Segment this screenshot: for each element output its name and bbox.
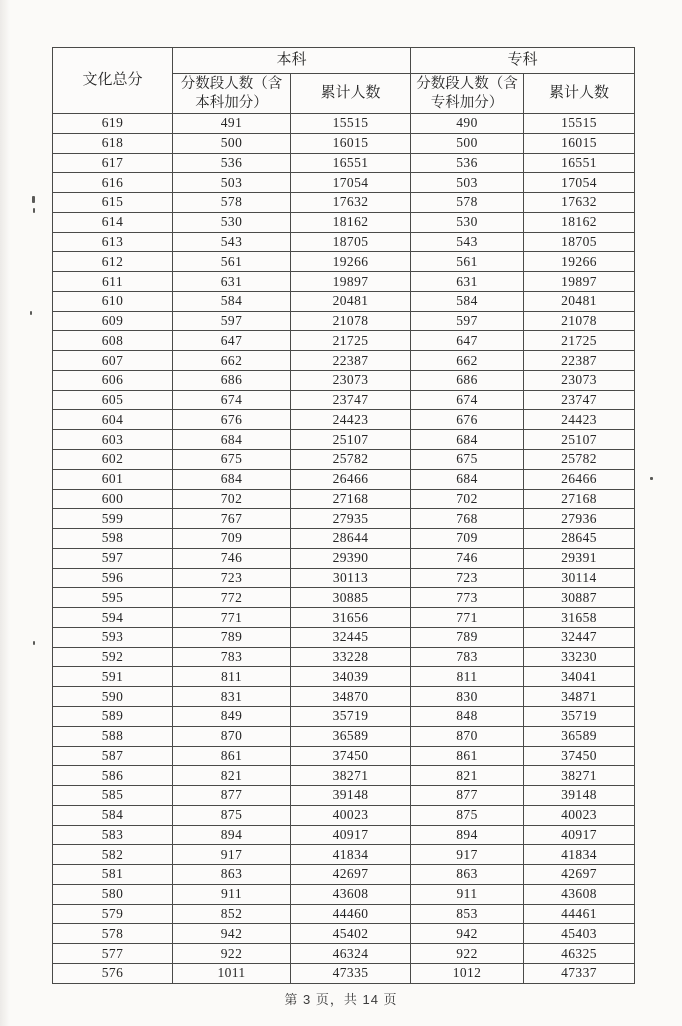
- table-cell: 588: [53, 726, 173, 746]
- table-cell: 18162: [524, 212, 635, 232]
- table-cell: 38271: [291, 766, 411, 786]
- table-cell: 490: [411, 114, 524, 134]
- table-cell: 584: [411, 291, 524, 311]
- table-cell: 598: [53, 529, 173, 549]
- table-cell: 41834: [524, 845, 635, 865]
- table-row: [53, 133, 635, 153]
- header-benke-cumulative: 累计人数: [291, 74, 411, 114]
- table-cell: 40023: [291, 805, 411, 825]
- table-cell: 592: [53, 647, 173, 667]
- header-group-row: [53, 48, 635, 74]
- table-cell: 18162: [291, 212, 411, 232]
- table-row: [53, 153, 635, 173]
- table-cell: 599: [53, 509, 173, 529]
- table-cell: 32447: [524, 627, 635, 647]
- table-cell: 536: [173, 153, 291, 173]
- table-row: [53, 331, 635, 351]
- table-row: [53, 746, 635, 766]
- table-row: [53, 509, 635, 529]
- table-cell: 811: [411, 667, 524, 687]
- table-cell: 593: [53, 627, 173, 647]
- table-cell: 34870: [291, 687, 411, 707]
- table-cell: 503: [411, 173, 524, 193]
- table-cell: 19897: [524, 272, 635, 292]
- table-cell: 608: [53, 331, 173, 351]
- table-cell: 530: [173, 212, 291, 232]
- table-row: [53, 588, 635, 608]
- table-row: [53, 706, 635, 726]
- table-cell: 41834: [291, 845, 411, 865]
- table-cell: 500: [411, 133, 524, 153]
- table-cell: 583: [53, 825, 173, 845]
- table-cell: 674: [411, 390, 524, 410]
- table-cell: 917: [173, 845, 291, 865]
- table-row: [53, 845, 635, 865]
- scan-speck: [30, 311, 32, 315]
- table-cell: 597: [173, 311, 291, 331]
- table-cell: 36589: [291, 726, 411, 746]
- table-cell: 594: [53, 608, 173, 628]
- table-cell: 863: [411, 865, 524, 885]
- table-cell: 604: [53, 410, 173, 430]
- table-cell: 530: [411, 212, 524, 232]
- table-cell: 596: [53, 568, 173, 588]
- table-cell: 723: [411, 568, 524, 588]
- table-cell: 15515: [291, 114, 411, 134]
- table-row: [53, 252, 635, 272]
- table-cell: 1012: [411, 963, 524, 983]
- table-cell: 917: [411, 845, 524, 865]
- table-cell: 870: [411, 726, 524, 746]
- table-cell: 30885: [291, 588, 411, 608]
- table-cell: 831: [173, 687, 291, 707]
- table-cell: 631: [411, 272, 524, 292]
- table-cell: 25782: [291, 450, 411, 470]
- table-cell: 45402: [291, 924, 411, 944]
- header-zhuanke-cumulative: 累计人数: [524, 74, 635, 114]
- table-cell: 15515: [524, 114, 635, 134]
- table-cell: 709: [411, 529, 524, 549]
- table-cell: 43608: [524, 884, 635, 904]
- table-row: [53, 944, 635, 964]
- scan-speck: [33, 208, 35, 213]
- table-cell: 662: [411, 351, 524, 371]
- table-cell: 616: [53, 173, 173, 193]
- table-cell: 33230: [524, 647, 635, 667]
- table-cell: 23073: [524, 370, 635, 390]
- table-cell: 17054: [524, 173, 635, 193]
- table-cell: 597: [53, 548, 173, 568]
- table-row: [53, 450, 635, 470]
- table-cell: 23747: [291, 390, 411, 410]
- table-cell: 894: [411, 825, 524, 845]
- table-row: [53, 390, 635, 410]
- table-row: [53, 173, 635, 193]
- table-cell: 709: [173, 529, 291, 549]
- table-row: [53, 805, 635, 825]
- table-cell: 684: [173, 469, 291, 489]
- table-cell: 33228: [291, 647, 411, 667]
- table-cell: 21725: [291, 331, 411, 351]
- table-cell: 746: [411, 548, 524, 568]
- table-cell: 662: [173, 351, 291, 371]
- table-row: [53, 568, 635, 588]
- table-row: [53, 924, 635, 944]
- table-cell: 503: [173, 173, 291, 193]
- table-cell: 821: [411, 766, 524, 786]
- table-cell: 45403: [524, 924, 635, 944]
- table-cell: 684: [411, 469, 524, 489]
- table-cell: 612: [53, 252, 173, 272]
- table-cell: 861: [411, 746, 524, 766]
- table-cell: 619: [53, 114, 173, 134]
- score-table-body: [53, 114, 635, 984]
- table-cell: 613: [53, 232, 173, 252]
- table-row: [53, 825, 635, 845]
- table-cell: 591: [53, 667, 173, 687]
- table-cell: 29390: [291, 548, 411, 568]
- table-cell: 19897: [291, 272, 411, 292]
- table-cell: 18705: [524, 232, 635, 252]
- table-cell: 578: [411, 193, 524, 213]
- table-cell: 617: [53, 153, 173, 173]
- table-cell: 21078: [524, 311, 635, 331]
- table-cell: 21725: [524, 331, 635, 351]
- table-row: [53, 904, 635, 924]
- table-cell: 16551: [291, 153, 411, 173]
- table-row: [53, 865, 635, 885]
- table-cell: 601: [53, 469, 173, 489]
- table-cell: 561: [173, 252, 291, 272]
- table-cell: 30114: [524, 568, 635, 588]
- table-cell: 576: [53, 963, 173, 983]
- table-row: [53, 884, 635, 904]
- table-cell: 25107: [524, 430, 635, 450]
- scan-speck: [32, 196, 35, 203]
- table-cell: 768: [411, 509, 524, 529]
- table-row: [53, 647, 635, 667]
- table-cell: 771: [411, 608, 524, 628]
- table-cell: 26466: [524, 469, 635, 489]
- table-cell: 46324: [291, 944, 411, 964]
- table-row: [53, 291, 635, 311]
- table-cell: 543: [173, 232, 291, 252]
- table-cell: 848: [411, 706, 524, 726]
- table-cell: 47335: [291, 963, 411, 983]
- table-cell: 35719: [524, 706, 635, 726]
- header-benke-segment: 分数段人数（含本科加分）: [173, 74, 291, 114]
- table-row: [53, 548, 635, 568]
- table-cell: 811: [173, 667, 291, 687]
- table-cell: 34041: [524, 667, 635, 687]
- table-cell: 863: [173, 865, 291, 885]
- table-cell: 40917: [524, 825, 635, 845]
- table-cell: 44460: [291, 904, 411, 924]
- table-cell: 767: [173, 509, 291, 529]
- table-cell: 607: [53, 351, 173, 371]
- table-cell: 24423: [291, 410, 411, 430]
- table-cell: 17054: [291, 173, 411, 193]
- table-row: [53, 687, 635, 707]
- table-row: [53, 667, 635, 687]
- table-cell: 584: [173, 291, 291, 311]
- table-cell: 772: [173, 588, 291, 608]
- table-cell: 852: [173, 904, 291, 924]
- table-cell: 16015: [524, 133, 635, 153]
- table-cell: 42697: [524, 865, 635, 885]
- table-cell: 676: [173, 410, 291, 430]
- table-cell: 581: [53, 865, 173, 885]
- table-cell: 849: [173, 706, 291, 726]
- table-cell: 586: [53, 766, 173, 786]
- header-total-score: 文化总分: [53, 48, 173, 114]
- table-cell: 686: [411, 370, 524, 390]
- table-cell: 34871: [524, 687, 635, 707]
- table-cell: 500: [173, 133, 291, 153]
- table-cell: 19266: [524, 252, 635, 272]
- table-cell: 25107: [291, 430, 411, 450]
- header-group-zhuanke: 专科: [411, 48, 635, 74]
- table-cell: 861: [173, 746, 291, 766]
- table-row: [53, 766, 635, 786]
- table-cell: 614: [53, 212, 173, 232]
- table-cell: 875: [173, 805, 291, 825]
- table-row: [53, 370, 635, 390]
- table-cell: 870: [173, 726, 291, 746]
- table-cell: 18705: [291, 232, 411, 252]
- table-row: [53, 529, 635, 549]
- table-cell: 589: [53, 706, 173, 726]
- table-cell: 22387: [291, 351, 411, 371]
- table-cell: 587: [53, 746, 173, 766]
- table-cell: 631: [173, 272, 291, 292]
- table-cell: 24423: [524, 410, 635, 430]
- table-cell: 675: [411, 450, 524, 470]
- table-cell: 605: [53, 390, 173, 410]
- table-cell: 922: [173, 944, 291, 964]
- table-cell: 28645: [524, 529, 635, 549]
- table-cell: 595: [53, 588, 173, 608]
- table-cell: 942: [173, 924, 291, 944]
- table-cell: 723: [173, 568, 291, 588]
- table-cell: 615: [53, 193, 173, 213]
- table-cell: 32445: [291, 627, 411, 647]
- table-row: [53, 608, 635, 628]
- table-cell: 610: [53, 291, 173, 311]
- table-cell: 675: [173, 450, 291, 470]
- table-cell: 603: [53, 430, 173, 450]
- table-cell: 43608: [291, 884, 411, 904]
- scan-speck: [650, 477, 653, 480]
- table-cell: 40917: [291, 825, 411, 845]
- table-row: [53, 726, 635, 746]
- table-row: [53, 469, 635, 489]
- table-cell: 609: [53, 311, 173, 331]
- table-cell: 597: [411, 311, 524, 331]
- table-cell: 606: [53, 370, 173, 390]
- table-cell: 19266: [291, 252, 411, 272]
- table-row: [53, 410, 635, 430]
- table-cell: 23073: [291, 370, 411, 390]
- table-cell: 590: [53, 687, 173, 707]
- table-cell: 853: [411, 904, 524, 924]
- table-cell: 585: [53, 786, 173, 806]
- table-cell: 911: [173, 884, 291, 904]
- table-cell: 47337: [524, 963, 635, 983]
- table-cell: 783: [411, 647, 524, 667]
- table-row: [53, 272, 635, 292]
- table-cell: 746: [173, 548, 291, 568]
- table-row: [53, 212, 635, 232]
- table-row: [53, 351, 635, 371]
- table-cell: 580: [53, 884, 173, 904]
- table-cell: 20481: [524, 291, 635, 311]
- table-cell: 922: [411, 944, 524, 964]
- table-cell: 27935: [291, 509, 411, 529]
- table-cell: 783: [173, 647, 291, 667]
- table-cell: 44461: [524, 904, 635, 924]
- table-row: [53, 430, 635, 450]
- table-cell: 577: [53, 944, 173, 964]
- table-cell: 600: [53, 489, 173, 509]
- table-cell: 676: [411, 410, 524, 430]
- scan-speck: [33, 641, 35, 645]
- table-cell: 684: [411, 430, 524, 450]
- table-cell: 30113: [291, 568, 411, 588]
- table-cell: 561: [411, 252, 524, 272]
- table-cell: 789: [411, 627, 524, 647]
- table-cell: 686: [173, 370, 291, 390]
- table-cell: 877: [173, 786, 291, 806]
- table-cell: 877: [411, 786, 524, 806]
- table-cell: 579: [53, 904, 173, 924]
- table-cell: 911: [411, 884, 524, 904]
- table-cell: 36589: [524, 726, 635, 746]
- table-cell: 20481: [291, 291, 411, 311]
- table-cell: 491: [173, 114, 291, 134]
- table-cell: 37450: [524, 746, 635, 766]
- table-cell: 23747: [524, 390, 635, 410]
- table-cell: 27936: [524, 509, 635, 529]
- table-cell: 674: [173, 390, 291, 410]
- table-cell: 17632: [291, 193, 411, 213]
- table-cell: 773: [411, 588, 524, 608]
- table-cell: 789: [173, 627, 291, 647]
- table-cell: 35719: [291, 706, 411, 726]
- table-row: [53, 232, 635, 252]
- table-cell: 39148: [291, 786, 411, 806]
- table-cell: 39148: [524, 786, 635, 806]
- table-cell: 602: [53, 450, 173, 470]
- table-cell: 647: [173, 331, 291, 351]
- table-row: [53, 963, 635, 983]
- table-cell: 17632: [524, 193, 635, 213]
- table-cell: 611: [53, 272, 173, 292]
- scan-page-edge: [0, 0, 10, 1026]
- table-cell: 31658: [524, 608, 635, 628]
- table-cell: 34039: [291, 667, 411, 687]
- table-cell: 42697: [291, 865, 411, 885]
- table-cell: 543: [411, 232, 524, 252]
- table-cell: 578: [173, 193, 291, 213]
- table-cell: 30887: [524, 588, 635, 608]
- table-cell: 582: [53, 845, 173, 865]
- score-distribution-table: [52, 47, 635, 984]
- table-cell: 27168: [291, 489, 411, 509]
- page-number-footer: 第 3 页，共 14 页: [284, 992, 398, 1007]
- table-row: [53, 311, 635, 331]
- table-cell: 28644: [291, 529, 411, 549]
- table-cell: 830: [411, 687, 524, 707]
- table-cell: 702: [411, 489, 524, 509]
- table-cell: 821: [173, 766, 291, 786]
- table-cell: 702: [173, 489, 291, 509]
- table-row: [53, 786, 635, 806]
- table-cell: 21078: [291, 311, 411, 331]
- table-cell: 536: [411, 153, 524, 173]
- table-cell: 875: [411, 805, 524, 825]
- table-header: [53, 48, 635, 114]
- table-row: [53, 489, 635, 509]
- table-cell: 31656: [291, 608, 411, 628]
- table-cell: 1011: [173, 963, 291, 983]
- table-cell: 16551: [524, 153, 635, 173]
- table-cell: 771: [173, 608, 291, 628]
- table-cell: 38271: [524, 766, 635, 786]
- table-cell: 894: [173, 825, 291, 845]
- table-cell: 22387: [524, 351, 635, 371]
- table-cell: 46325: [524, 944, 635, 964]
- table-cell: 584: [53, 805, 173, 825]
- table-cell: 618: [53, 133, 173, 153]
- table-cell: 40023: [524, 805, 635, 825]
- table-cell: 27168: [524, 489, 635, 509]
- table-row: [53, 627, 635, 647]
- table-cell: 942: [411, 924, 524, 944]
- table-cell: 25782: [524, 450, 635, 470]
- table-cell: 684: [173, 430, 291, 450]
- table-cell: 26466: [291, 469, 411, 489]
- table-row: [53, 114, 635, 134]
- table-cell: 647: [411, 331, 524, 351]
- table-cell: 578: [53, 924, 173, 944]
- table-cell: 29391: [524, 548, 635, 568]
- table-cell: 16015: [291, 133, 411, 153]
- header-group-benke: 本科: [173, 48, 411, 74]
- header-zhuanke-segment: 分数段人数（含专科加分）: [411, 74, 524, 114]
- table-row: [53, 193, 635, 213]
- table-cell: 37450: [291, 746, 411, 766]
